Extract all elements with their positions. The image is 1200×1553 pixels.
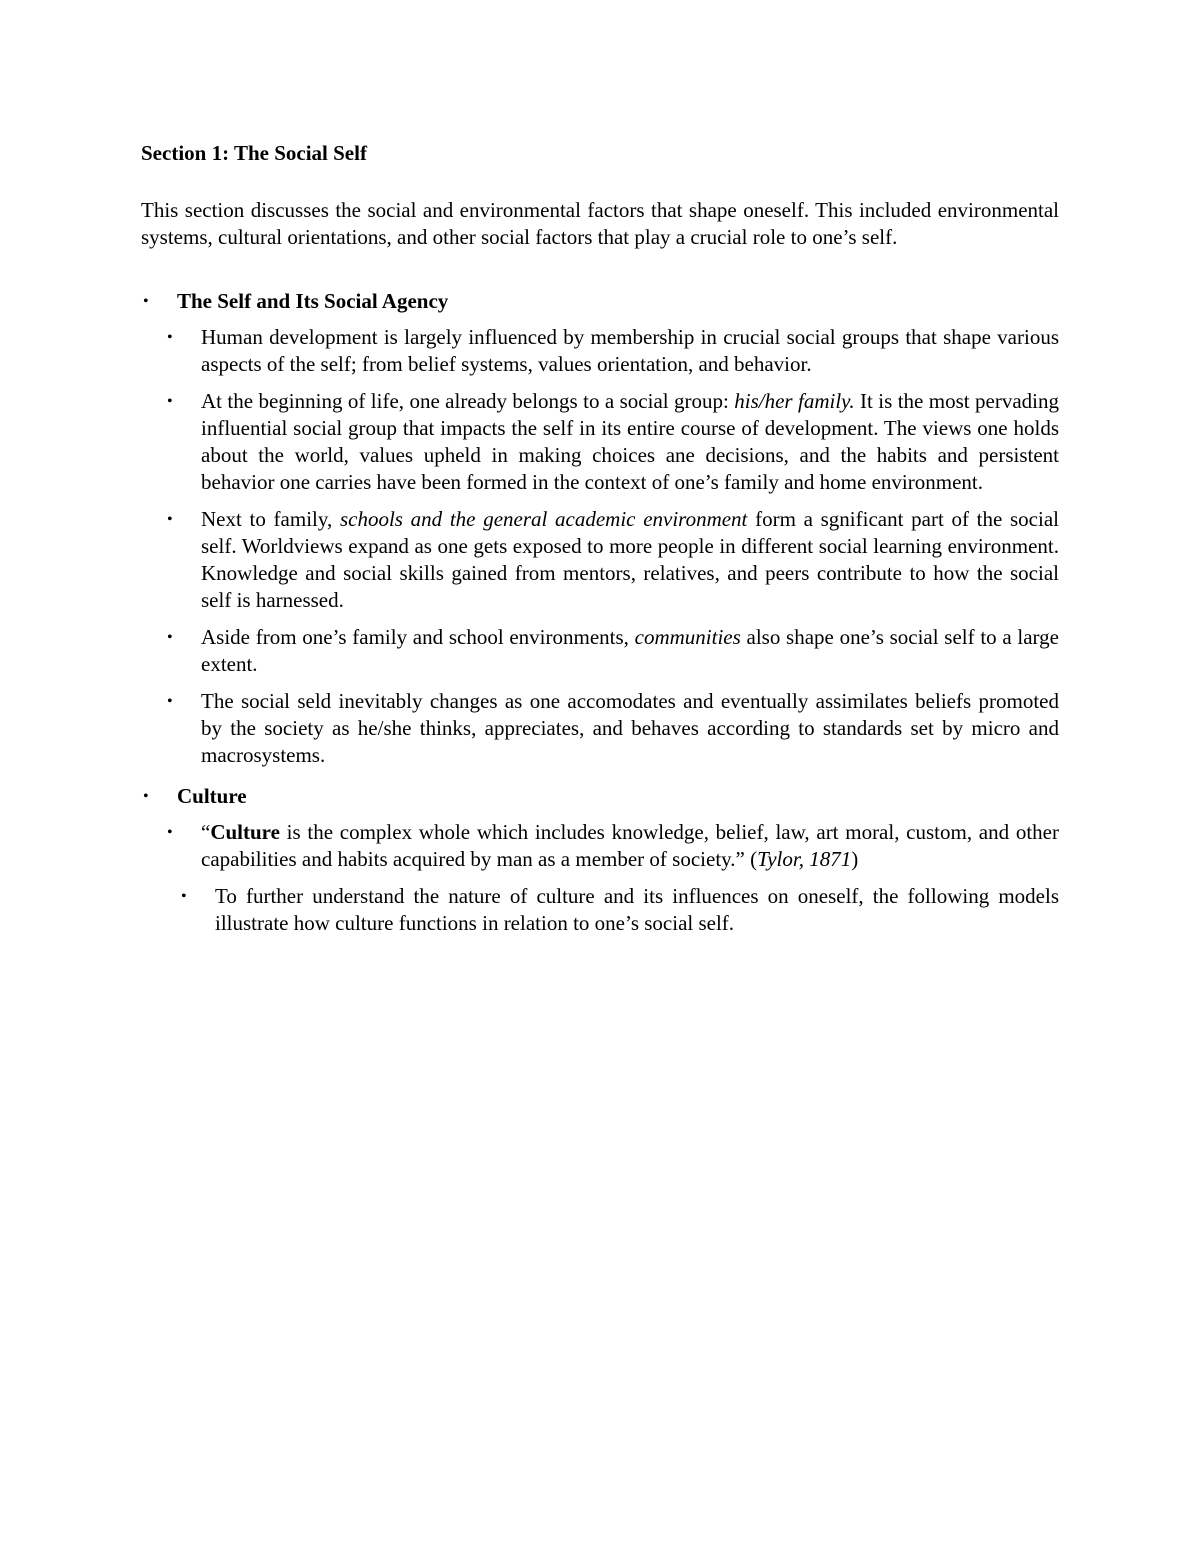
bullet-icon: • (143, 788, 149, 805)
text-run: ) (851, 847, 859, 871)
point-text (201, 389, 1059, 494)
bullet-icon: • (167, 629, 173, 646)
text-run: Human development is largely influenced by membership in crucial social groups that shape various aspects of the self; from belief systems, values orientation, and behavior. (201, 325, 1059, 376)
topic-list (141, 288, 1059, 937)
section-intro: This section discusses the social and environmental factors that shape oneself. This included environmental systems, cultural orientations, and other social factors that play a crucial role to one’s self. (141, 198, 1059, 249)
point-text (201, 689, 1059, 767)
point-text (215, 884, 1059, 935)
point-text (201, 820, 1059, 871)
section-title: Section 1: The Social Self (141, 141, 367, 165)
emphasis-text: his/her family. (734, 389, 855, 413)
point-item (161, 819, 1059, 873)
point-list (161, 324, 1059, 769)
text-run: It is the most pervading influential social group that impacts the self in its entire course of development. The views one holds about the world, values upheld in making choices ane decisions, and the habits and persistent behavior one carries have been formed in the context of one’s family and home environment. (201, 389, 1059, 494)
emphasis-text: Culture (210, 820, 280, 844)
topic-heading: The Self and Its Social Agency (177, 289, 449, 313)
bullet-icon: • (167, 511, 173, 528)
text-run: The social seld inevitably changes as one accomodates and eventually assimilates beliefs promoted by the society as he/she thinks, appreciates, and behaves according to standards set by micro and macrosystems. (201, 689, 1059, 767)
bullet-icon: • (181, 888, 187, 905)
text-run: Next to family, (201, 507, 340, 531)
point-item (161, 324, 1059, 378)
point-item (175, 883, 1059, 937)
point-list (161, 819, 1059, 937)
bullet-icon: • (167, 329, 173, 346)
emphasis-text: schools and the general academic environment (339, 507, 748, 531)
document-content (141, 140, 1059, 937)
point-item (161, 388, 1059, 496)
text-run: To further understand the nature of culture and its influences on oneself, the following models illustrate how culture functions in relation to one’s social self. (215, 884, 1059, 935)
topic-heading: Culture (177, 784, 247, 808)
topic-item (141, 783, 1059, 937)
point-text (201, 625, 1059, 676)
point-text (201, 325, 1059, 376)
text-run: “ (201, 820, 211, 844)
text-run: Aside from one’s family and school environments, (201, 625, 635, 649)
bullet-icon: • (143, 293, 149, 310)
text-run: form a sgnificant part of the social self. Worldviews expand as one gets exposed to more people in different social learning environment. Knowledge and social skills gained from mentors, relatives, and peers contribute to how the social self is harnessed. (201, 507, 1059, 612)
text-run: At the beginning of life, one already belongs to a social group: (201, 389, 735, 413)
bullet-icon: • (167, 693, 173, 710)
point-item (161, 624, 1059, 678)
point-item (161, 688, 1059, 769)
bullet-icon: • (167, 824, 173, 841)
point-item (161, 506, 1059, 614)
emphasis-text: communities (634, 625, 741, 649)
text-run: also shape one’s social self to a large extent. (201, 625, 1059, 676)
point-text (201, 507, 1059, 612)
emphasis-text: Tylor, 1871 (757, 847, 852, 871)
text-run: is the complex whole which includes knowledge, belief, law, art moral, custom, and other capabilities and habits acquired by man as a member of society.” ( (201, 820, 1059, 871)
bullet-icon: • (167, 393, 173, 410)
topic-item (141, 288, 1059, 769)
